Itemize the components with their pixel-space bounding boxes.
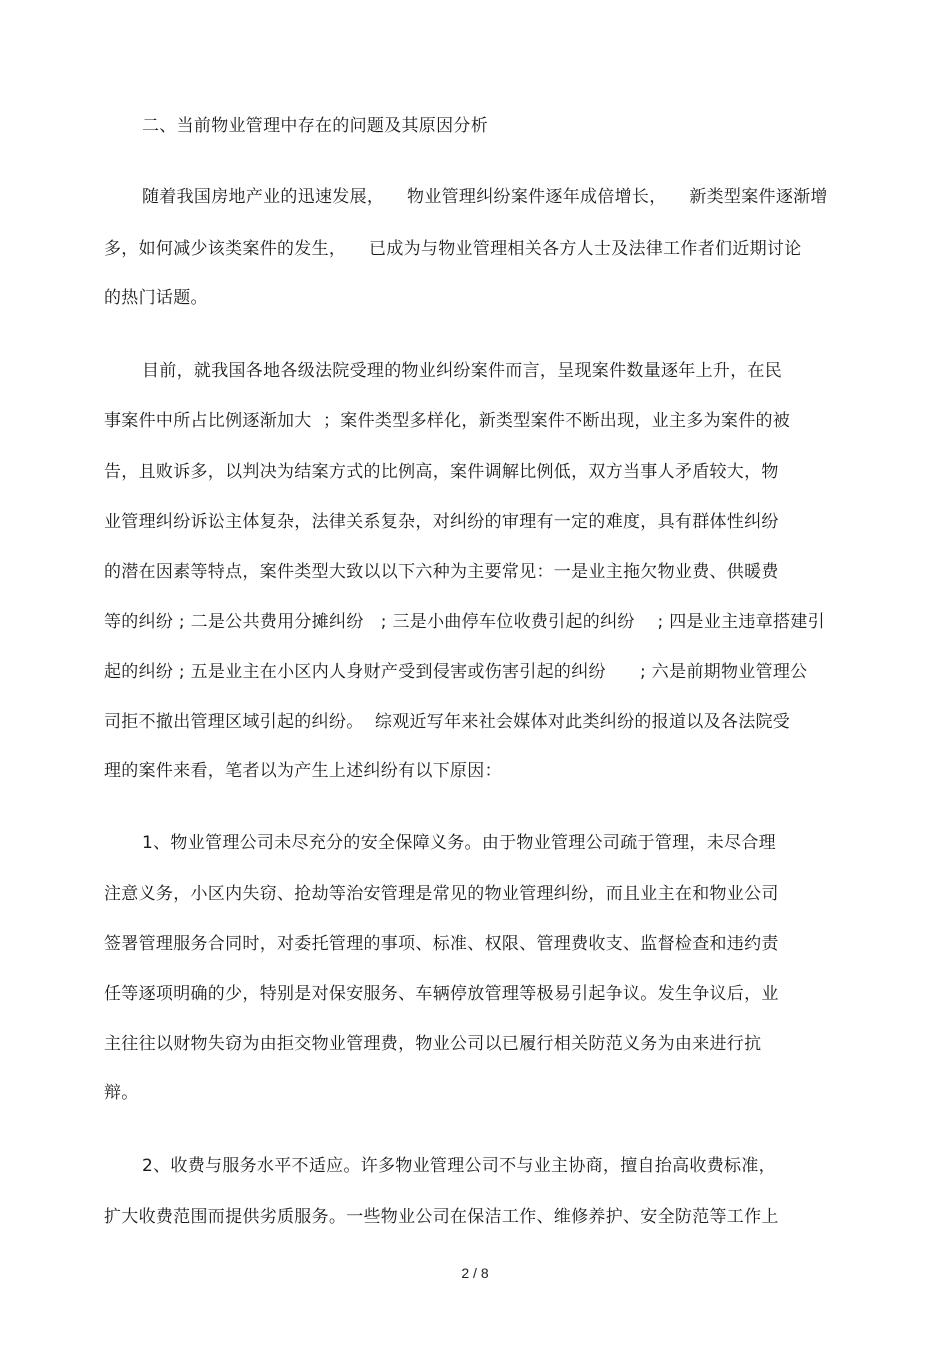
paragraph-line: 随着我国房地产业的迅速发展， 物业管理纠纷案件逐年成倍增长， 新类型案件逐渐增 [142,187,828,207]
paragraph-line: 辩。 [104,1083,139,1103]
paragraph-line: 告，且败诉多，以判决为结案方式的比例高，案件调解比例低，双方当事人矛盾较大，物 [104,462,779,482]
paragraph-line: 注意义务，小区内失窃、抢劫等治安管理是常见的物业管理纠纷，而且业主在和物业公司 [104,884,779,904]
paragraph-line: 目前，就我国各地各级法院受理的物业纠纷案件而言，呈现案件数量逐年上升，在民 [142,361,783,381]
paragraph-line: 的热门话题。 [104,288,208,308]
paragraph-line: 多，如何减少该类案件的发生， 已成为与物业管理相关各方人士及法律工作者们近期讨论 [104,239,802,259]
section-heading: 二、当前物业管理中存在的问题及其原因分析 [142,116,488,136]
paragraph-line: 签署管理服务合同时，对委托管理的事项、标准、权限、管理费收支、监督检查和违约责 [104,934,779,954]
paragraph-line: 2、收费与服务水平不适应。许多物业管理公司不与业主协商，擅自抬高收费标准， [142,1156,776,1176]
paragraph-line: 起的纠纷 ; 五是业主在小区内人身财产受到侵害或伤害引起的纠纷 ; 六是前期物业管理公 [104,662,808,682]
paragraph-line: 事案件中所占比例逐渐加大 ；案件类型多样化，新类型案件不断出现，业主多为案件的被 [104,411,791,431]
paragraph-line: 任等逐项明确的少，特别是对保安服务、车辆停放管理等极易引起争议。发生争议后，业 [104,984,779,1004]
paragraph-line: 等的纠纷 ; 二是公共费用分摊纠纷 ; 三是小曲停车位收费引起的纠纷 ; 四是业主违章搭建引 [104,612,825,632]
paragraph-line: 的潜在因素等特点，案件类型大致以以下六种为主要常见：一是业主拖欠物业费、供暖费 [104,562,779,582]
paragraph-line: 司拒不撤出管理区域引起的纠纷。 综观近写年来社会媒体对此类纠纷的报道以及各法院受 [104,712,791,732]
paragraph-line: 扩大收费范围而提供劣质服务。一些物业公司在保洁工作、维修养护、安全防范等工作上 [104,1207,779,1227]
paragraph-line: 1、物业管理公司未尽充分的安全保障义务。由于物业管理公司疏于管理，未尽合理 [142,833,776,853]
paragraph-line: 主往往以财物失窃为由拒交物业管理费，物业公司以已履行相关防范义务为由来进行抗 [104,1034,762,1054]
paragraph-line: 业管理纠纷诉讼主体复杂，法律关系复杂，对纠纷的审理有一定的难度，具有群体性纠纷 [104,512,779,532]
page-number: 2 / 8 [461,1265,489,1281]
paragraph-line: 理的案件来看，笔者以为产生上述纠纷有以下原因： [104,761,502,781]
